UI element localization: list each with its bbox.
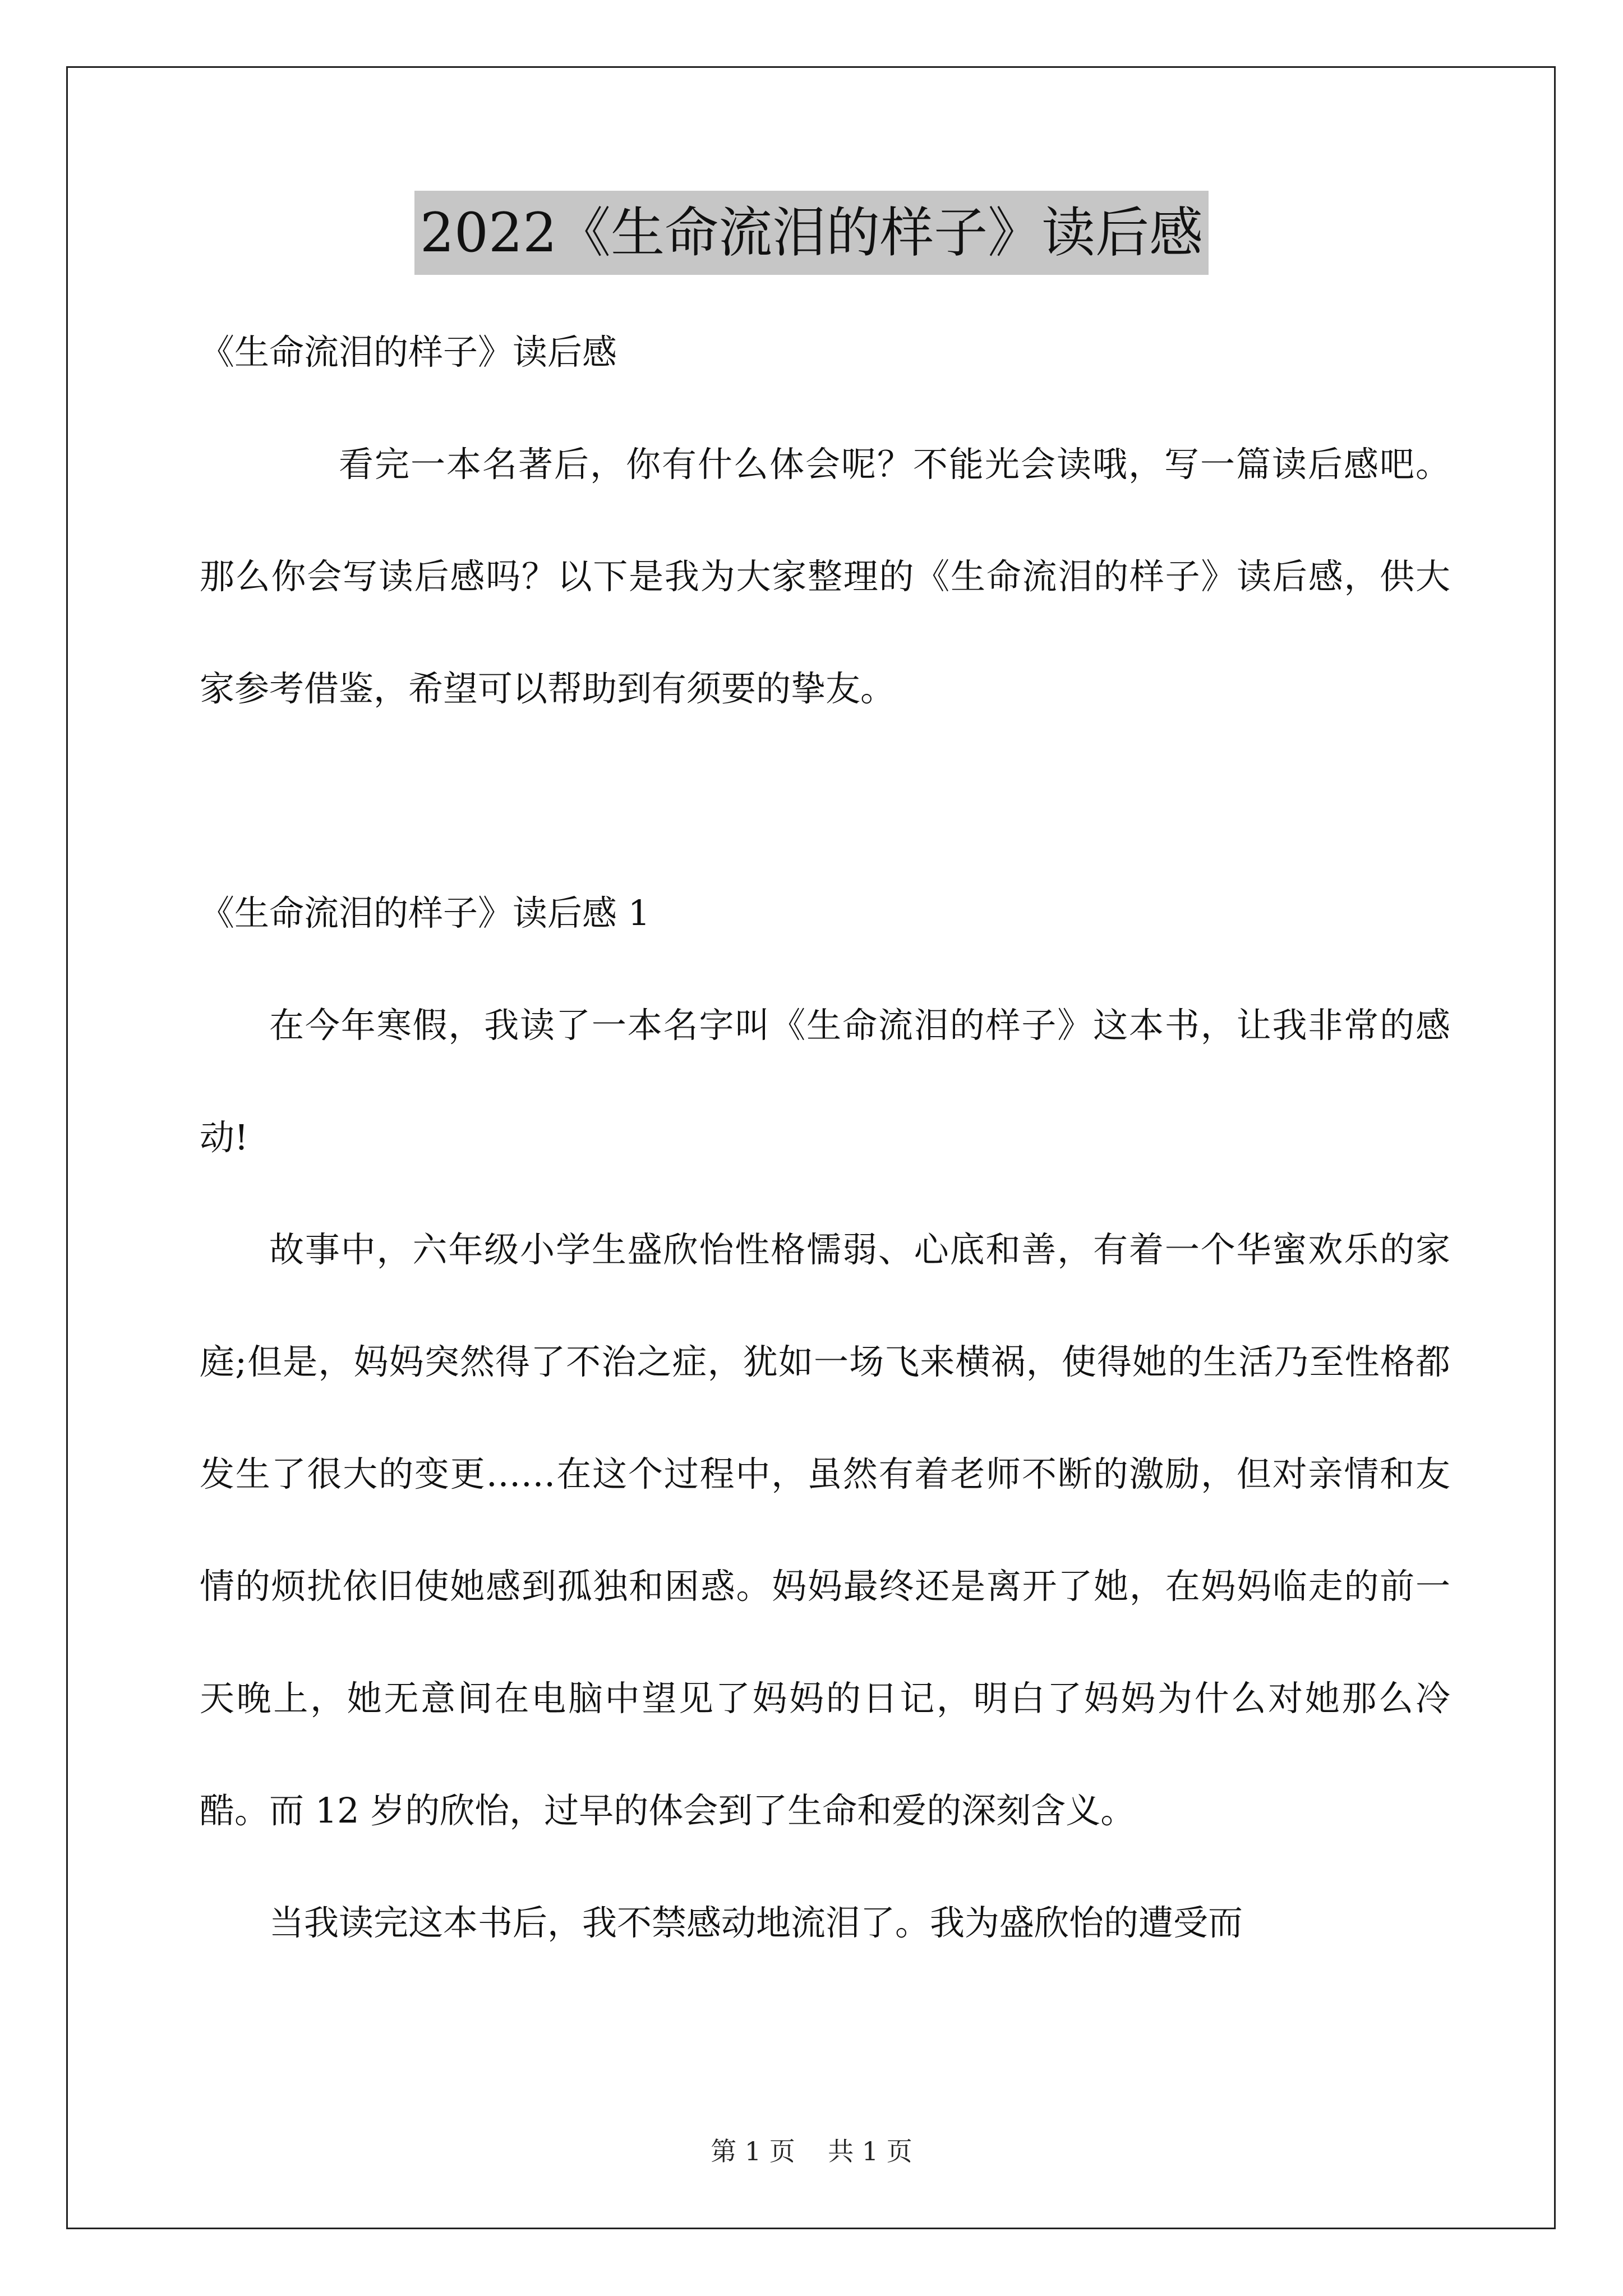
intro-heading: 《生命流泪的样子》读后感: [200, 332, 617, 372]
intro-paragraph: 看完一本名著后，你有什么体会呢？不能光会读哦，写一篇读后感吧。那么你会写读后感吗？以下是我为大家整理的《生命流泪的样子》读后感，供大家参考借鉴，希望可以帮助到有须要的挚友。: [200, 444, 1450, 709]
document-title-text: 2022《生命流泪的样子》读后感: [414, 191, 1209, 275]
essay-1-paragraph-3: 当我读完这本书后，我不禁感动地流泪了。我为盛欣怡的遭受而: [269, 1902, 1243, 1943]
essay-1-paragraph-1: 在今年寒假，我读了一本名字叫《生命流泪的样子》这本书，让我非常的感动!: [200, 1005, 1450, 1158]
section-spacer: [200, 745, 1450, 857]
document-body: [200, 296, 1450, 1979]
page-footer: 第 1 页 共 1 页: [711, 2136, 912, 2166]
essay-1-heading: 《生命流泪的样子》读后感 1: [200, 892, 651, 933]
essay-1-paragraph-2: 故事中，六年级小学生盛欣怡性格懦弱、心底和善，有着一个华蜜欢乐的家庭;但是，妈妈突然得了不治之症，犹如一场飞来横祸，使得她的生活乃至性格都发生了很大的变更……在这个过程中，虽然有着老师不断的激励，但对亲情和友情的烦扰依旧使她感到孤独和困惑。妈妈最终还是离开了她，在妈妈临走的前一天晚上，她无意间在电脑中望见了妈妈的日记，明白了妈妈为什么对她那么冷酷。而 12 岁的欣怡，过早的体会到了生命和爱的深刻含义。: [200, 1229, 1450, 1831]
document-title: [0, 191, 1623, 275]
